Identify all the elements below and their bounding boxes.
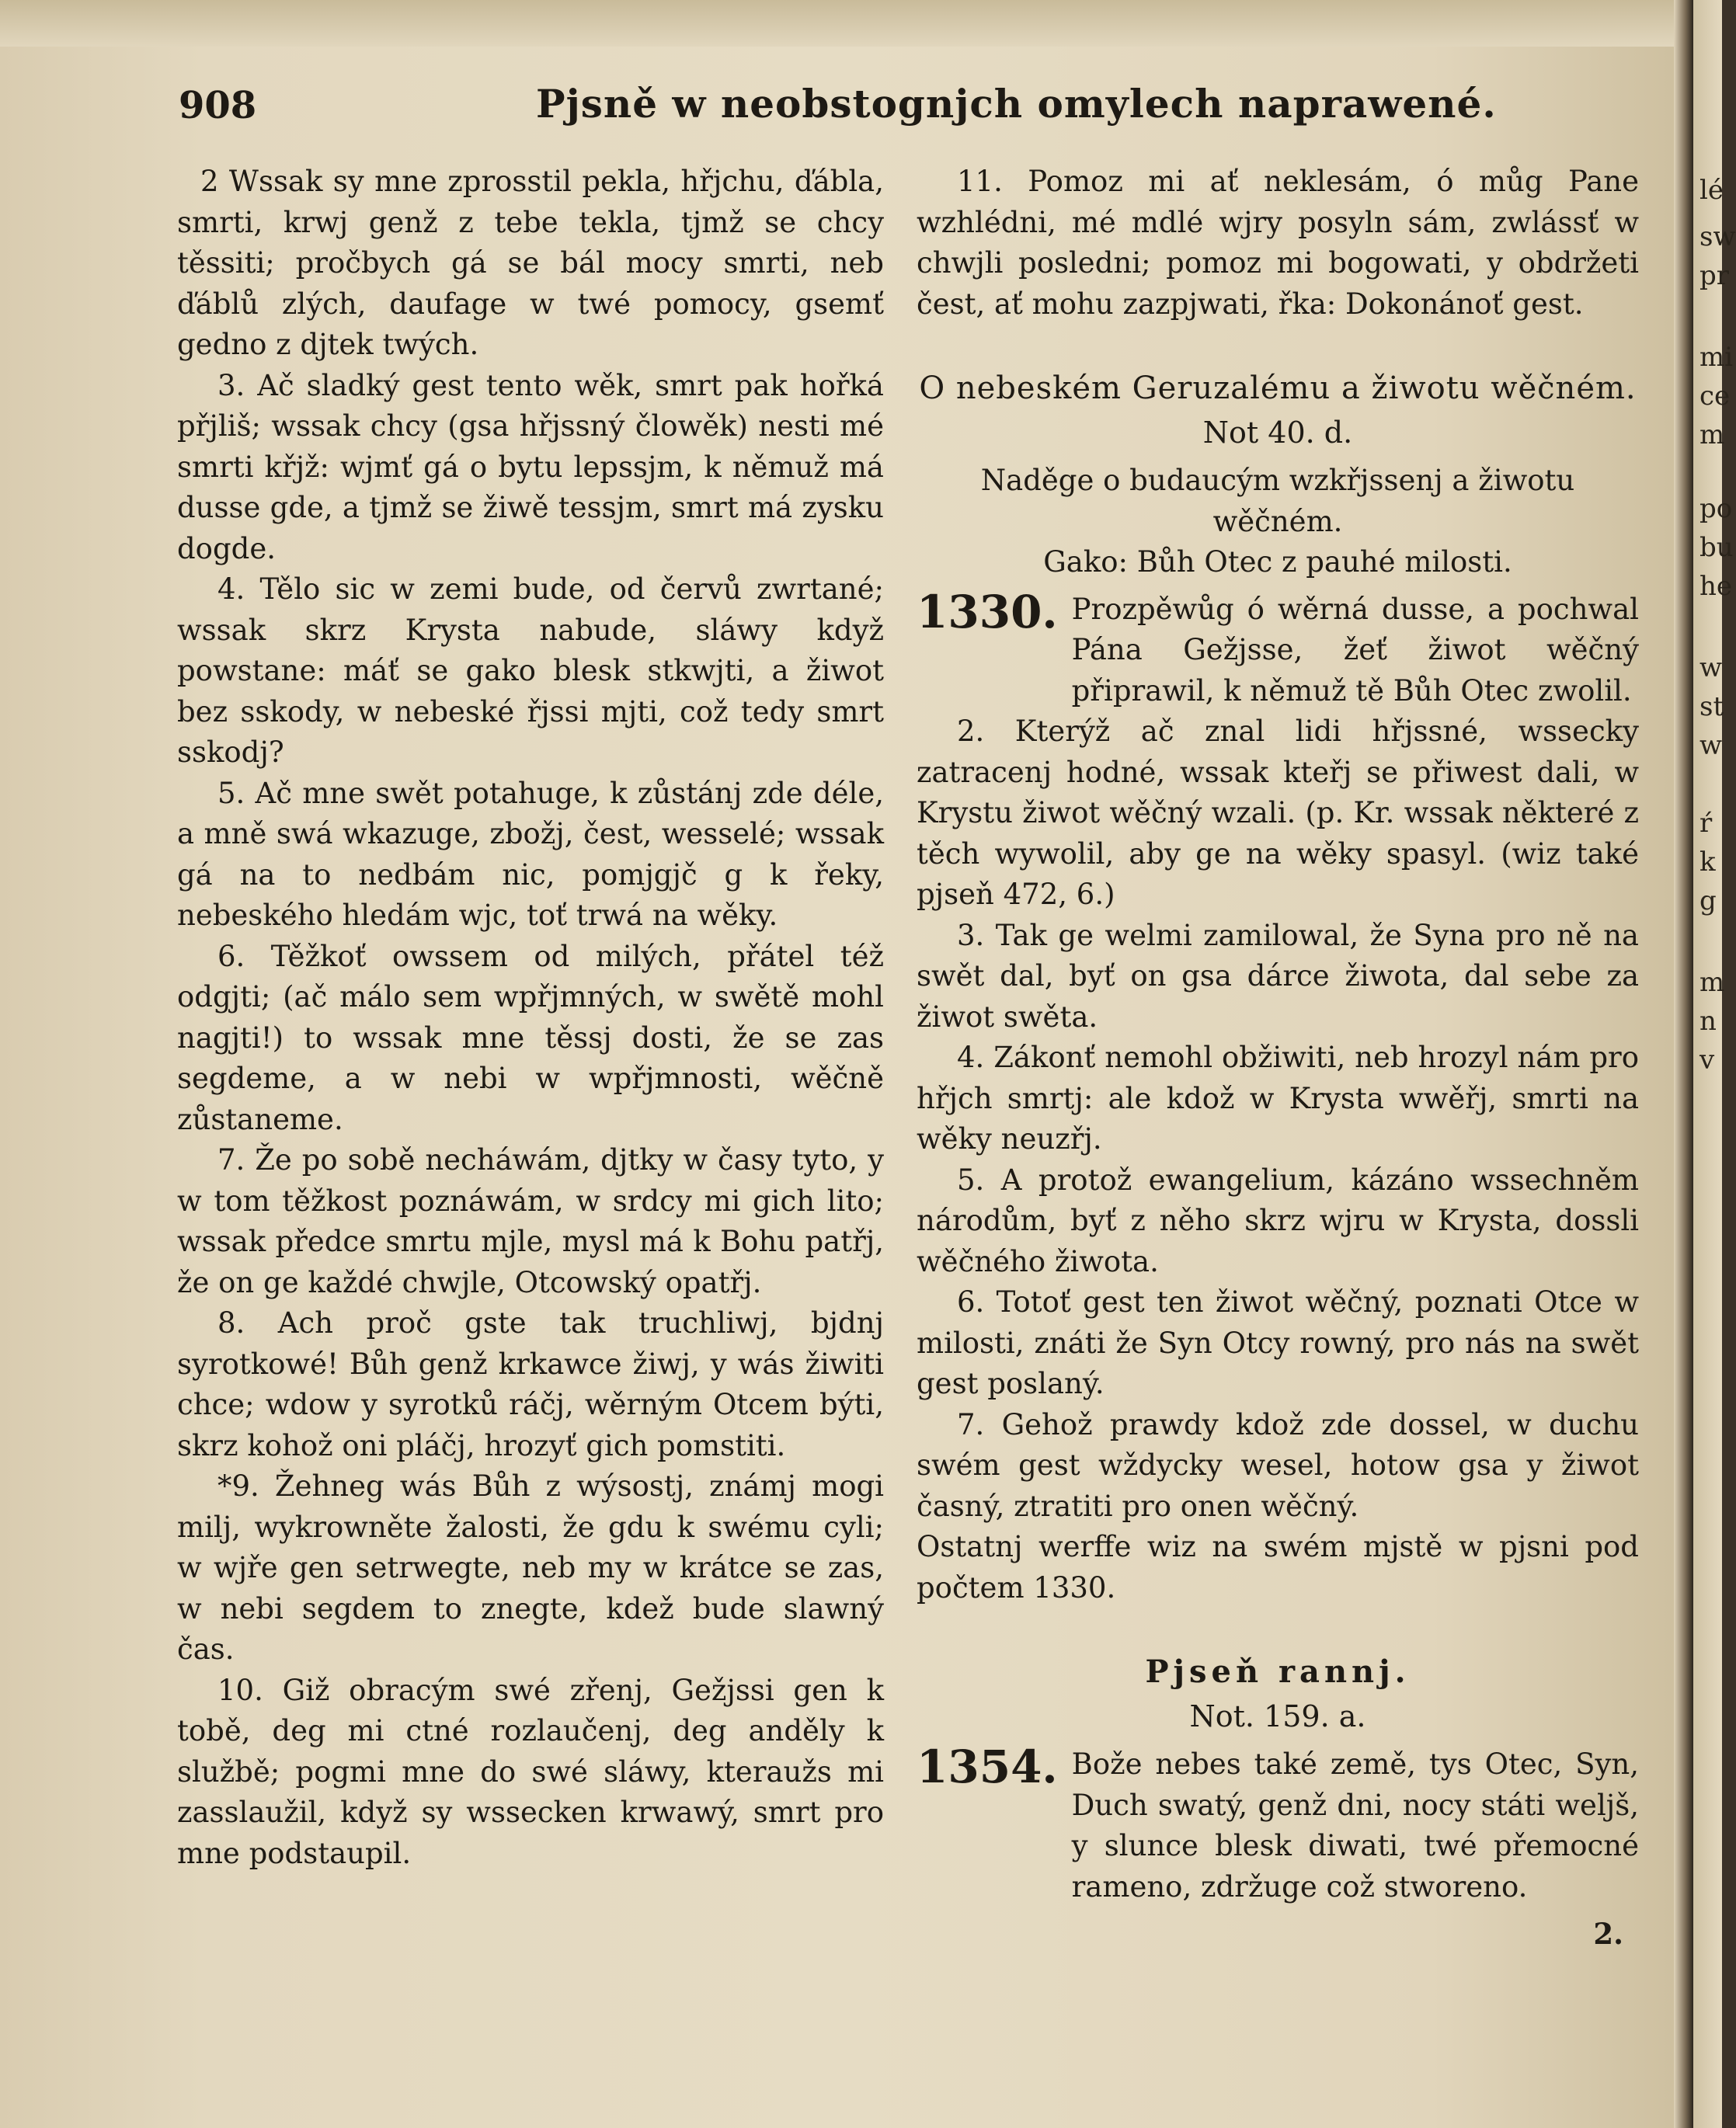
next-page-fragment: bu (1699, 532, 1734, 563)
stanza: 2. Kterýž ač znal lidi hřjssné, wssecky zatracenj hodné, wssak kteřj se přiwest dali, w Krystu žiwot wěčný wzali. (p. Kr. wssak některé z těch wywolil, aby ge na wěky spasyl. (wiz také pjseň 472, 6.) (917, 715, 1639, 911)
hymn-subtitle: Naděge o budaucým wzkřjssenj a žiwotu wěčném. (980, 464, 1575, 538)
next-page-fragment: w (1699, 652, 1723, 683)
section-title: Pjseň rannj. (1145, 1653, 1411, 1690)
left-column (177, 162, 884, 1874)
stanza: 4. Zákonť nemohl obžiwiti, neb hrozyl nám pro hřjch smrtj: ale kdož w Krysta wwěřj, smrti na wěky neuzřj. (917, 1041, 1639, 1156)
melody-reference: Gako: Bůh Otec z pauhé milosti. (1043, 545, 1512, 579)
next-page-edge (1693, 0, 1736, 2128)
stanza: *9. Žehneg wás Bůh z wýsostj, známj mogi milj, wykrowněte žalosti, že gdu k swému cyli; w wjře gen setrwegte, neb my w krátce se zas, w nebi segdem to znegte, kdež bude slawný čas. (177, 1469, 884, 1666)
stanza: 10. Giž obracým swé zřenj, Gežjssi gen k tobě, deg mi ctné rozlaučenj, deg anděly k službě; pogmi mne do swé sláwy, kteraužs mi zasslaužil, když sy wssecken krwawý, smrt pro mne podstaupil. (177, 1673, 884, 1870)
hymn-number: 1330. (917, 585, 1058, 638)
top-edge (0, 0, 1686, 47)
page-number: 908 (179, 84, 257, 127)
next-page-fragment: n (1699, 1006, 1717, 1037)
hymn-first-stanza: Bože nebes také země, tys Otec, Syn, Duch swatý, genž dni, nocy státi weljš, y slunce blesk diwati, twé přemocné rameno, zdržuge což stworeno. (1071, 1747, 1639, 1904)
hymn-first-stanza: Prozpěwůg ó wěrná dusse, a pochwal Pána Gežjsse, žeť žiwot wěčný připrawil, k němuž tě Bůh Otec zwolil. (1071, 592, 1639, 708)
right-column (917, 162, 1639, 1955)
running-head: Pjsně w neobstognjch omylech naprawené. (536, 81, 1497, 127)
stanza: 5. Ač mne swět potahuge, k zůstánj zde déle, a mně swá wkazuge, zbožj, čest, wesselé; wssak gá na to nedbám nic, pomjgjč g k řeky, nebeského hledám wjc, toť trwá na wěky. (177, 776, 884, 932)
stanza: 3. Tak ge welmi zamilowal, že Syna pro ně na swět dal, byť on gsa dárce žiwota, dal sebe za žiwot swěta. (917, 918, 1639, 1034)
section-title: O nebeském Geruzalému a žiwotu wěčném. (919, 370, 1637, 406)
next-page-fragment: st (1699, 691, 1724, 722)
stanza: 8. Ach proč gste tak truchliwj, bjdnj syrotkowé! Bůh genž krkawce žiwj, y wás žiwiti chce; wdow y syrotků ráčj, wěrným Otcem býti, skrz kohož oni pláčj, hrozyť gich pomstiti. (177, 1306, 884, 1462)
next-page-fragment: lé (1699, 175, 1724, 206)
stanza-11: 11. Pomoz mi ať neklesám, ó můg Pane wzhlédni, mé mdlé wjry posyln sám, zwlássť w chwjli posledni; pomoz mi bogowati, y obdržeti čest, ať mohu zazpjwati, řka: Dokonánoť gest. (917, 165, 1639, 321)
stanza: 5. A protož ewangelium, kázáno wssechněm národům, byť z něho skrz wjru w Krysta, dossli wěčného žiwota. (917, 1163, 1639, 1278)
stanza: 7. Gehož prawdy kdož zde dossel, w duchu swém gest wždycky wesel, hotow gsa y žiwot časný, ztratiti pro onen wěčný. (917, 1407, 1639, 1523)
next-page-fragment: m (1699, 967, 1725, 998)
page-header (179, 81, 1654, 146)
tune-number: Not 40. d. (1202, 415, 1353, 450)
next-page-fragment: k (1699, 847, 1716, 878)
next-page-fragment: mi (1699, 342, 1734, 373)
stanza: 2 Wssak sy mne zprosstil pekla, hřjchu, ďábla, smrti, krwj genž z tebe tekla, tjmž se chcy těssiti; pročbych gá se bál mocy smrti, neb ďáblů zlých, daufage w twé pomocy, gsemť gedno z djtek twých. (177, 165, 884, 361)
next-page-fragment: m (1699, 419, 1725, 450)
next-page-fragment: pr (1699, 260, 1730, 291)
stanza: 3. Ač sladký gest tento wěk, smrt pak hořká přjliš; wssak chcy (gsa hřjssný člowěk) nesti mé smrti křjž: wjmť gá o bytu lepssjm, k němuž má dusse gde, a tjmž se žiwě tessjm, smrt má zysku dogde. (177, 368, 884, 565)
tune-number: Not. 159. a. (1189, 1699, 1366, 1733)
next-page-fragment: w (1699, 730, 1723, 761)
stanza: 6. Těžkoť owssem od milých, přátel též odgjti; (ač málo sem wpřjmných, w swětě mohl nagjti!) to wssak mne těssj dosti, že se zas segdeme, a w nebi w wpřjmnosti, wěčně zůstaneme. (177, 939, 884, 1136)
hymn-1354 (917, 1740, 1639, 1907)
next-page-fragment: g (1699, 885, 1717, 916)
stanza: 7. Že po sobě necháwám, djtky w časy tyto, y w tom těžkost poznáwám, w srdcy mi gich lito; wssak předce smrtu mjle, mysl má k Bohu patřj, že on ge každé chwjle, Otcowský opatřj. (177, 1143, 884, 1299)
stanza: 6. Totoť gest ten žiwot wěčný, poznati Otce w milosti, znáti že Syn Otcy rowný, pro nás na swět gest poslaný. (917, 1285, 1639, 1400)
stanza: 4. Tělo sic w zemi bude, od červů zwrtané; wssak skrz Krysta nabude, sláwy když powstane: máť se gako blesk stkwjti, a žiwot bez sskody, w nebeské řjssi mjti, což tedy smrt sskodj? (177, 572, 884, 769)
next-page-fragment: ŕ (1699, 808, 1713, 839)
hymn-number: 1354. (917, 1740, 1058, 1793)
cross-reference-note: Ostatnj werffe wiz na swém mjstě w pjsni pod počtem 1330. (917, 1530, 1639, 1605)
next-page-fragment: v (1699, 1045, 1715, 1076)
hymn-1330 (917, 585, 1639, 712)
catchword: 2. (1593, 1917, 1623, 1951)
book-gutter (1674, 0, 1693, 2128)
next-page-fragment: he (1699, 571, 1733, 602)
next-page-fragment: sw (1699, 221, 1736, 252)
next-page-fragment: ce (1699, 381, 1731, 412)
next-page-fragment: po (1699, 493, 1733, 524)
